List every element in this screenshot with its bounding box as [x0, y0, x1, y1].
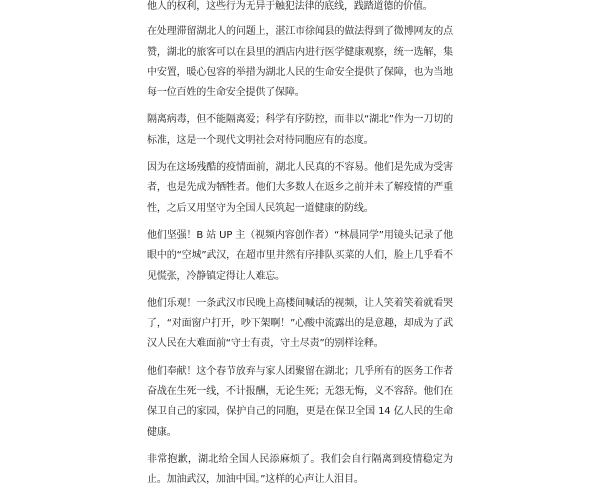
document-page [147, 0, 453, 498]
paragraph-3: 隔离病毒，但不能隔离爱；科学有序防控，而非以“湖北”作为一刀切的标准，这是一个现代文明社会对待同胞应有的态度。 [147, 114, 453, 146]
paragraph-8: 非常抱歉，湖北给全国人民添麻烦了。我们会自行隔离到疫情稳定为止。加油武汉，加油中国。”这样的心声让人泪目。 [147, 453, 453, 486]
paragraph-4: 因为在这场残酷的疫情面前，湖北人民真的不容易。他们是先成为受害者，也是先成为牺牲者。他们大多数人在返乡之前并未了解疫情的严重性，之后又用坚守为全国人民筑起一道健康的防线。 [147, 162, 453, 214]
paragraph-6: 他们乐观！一条武汉市民晚上高楼间喊话的视频，让人笑着笑着就看哭了，“对面窗户打开，吵下架啊！”心酸中流露出的是意趣，却成为了武汉人民在大难面前“守士有责，守土尽责”的别样诠释。 [147, 297, 453, 350]
paragraph-1: 他人的权利，这些行为无异于触犯法律的底线，践踏道德的价值。 [147, 1, 433, 12]
paragraph-5: 他们坚强！B 站 UP 主（视频内容创作者）“林晨同学”用镜头记录了他眼中的“空城”武汉，在超市里井然有序排队买菜的人们，脸上几乎看不见慌张，冷静镇定得让人难忘。 [147, 229, 453, 282]
paragraph-2: 在处理滞留湖北人的问题上，湛江市徐闻县的做法得到了微博网友的点赞，湖北的旅客可以在县里的酒店内进行医学健康观察，统一选解，集中安置，暖心包容的举措为湖北人民的生命安全提供了保障，也为当地每一位百姓的生命安全提供了保障。 [147, 26, 453, 99]
paragraph-7: 他们奉献！这个春节放弃与家人团聚留在湖北；几乎所有的医务工作者奋战在生死一线，不计报酬，无论生死；无怨无悔，义不容辞。他们在保卫自己的家园，保护自己的同胞，更是在保卫全国 14 亿人民的生命健康。 [147, 365, 453, 438]
